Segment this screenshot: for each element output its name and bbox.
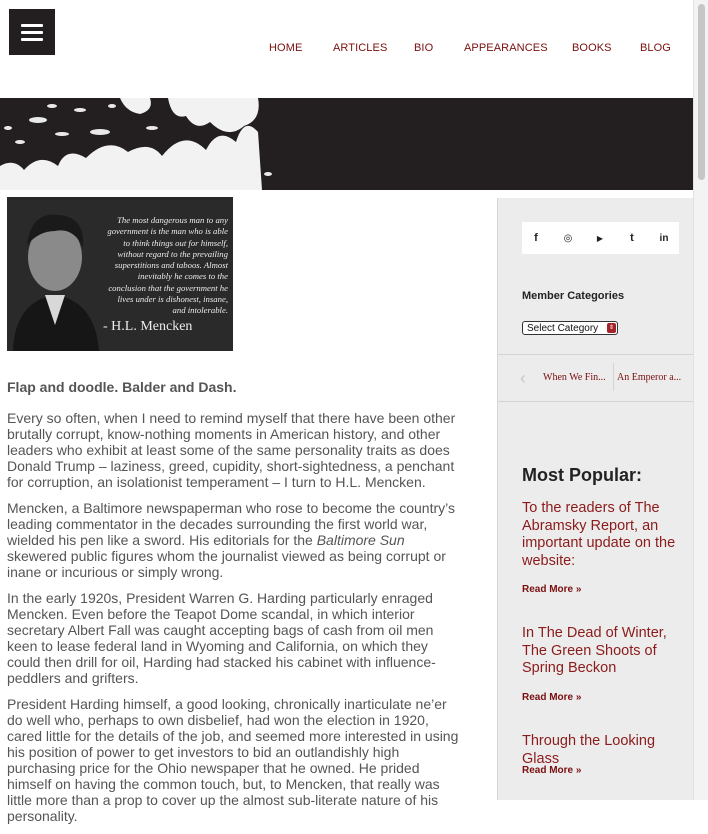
instagram-icon[interactable]: ◎: [563, 232, 573, 244]
read-more-link-1[interactable]: Read More »: [522, 584, 582, 595]
slider-post-1[interactable]: When We Fin...: [543, 372, 606, 383]
baltimore-sun-title: Baltimore Sun: [316, 532, 405, 548]
scrollbar-thumb[interactable]: [698, 4, 705, 180]
article-paragraph-1: Every so often, when I need to remind myself that there have been other brutally corrupt, know-nothing moments in American history, and other leaders who exhibit at least some of the same personality traits as does Donald Trump – laziness, greed, cupidity, short-sightedness, a penchant for corruption, an isolationist temperament – I turn to H.L. Mencken.: [7, 410, 456, 490]
paragraph-2-before: Mencken, a Baltimore newspaperman who rose to become the country’s leading commentator in the decades surrounding the first world war, wielded his pen like a sword. His editorials for the: [7, 500, 455, 548]
category-select[interactable]: [522, 321, 618, 335]
nav-articles[interactable]: ARTICLES: [333, 42, 388, 54]
article-paragraph-4: President Harding himself, a good looking, chronically inarticulate ne’er do well who, perhaps to own disbelief, had won the election in 1920, cared little for the details of the job, and seemed more interested in using his position of power to get investors to bid an outlandishly high purchasing price for the Ohio newspaper that he owned. He prided himself on having the common touch, but, to Mencken, that really was little more than a prop to cover up the almost sub-literate nature of his personality.: [7, 696, 459, 824]
most-popular-title: Most Popular:: [522, 465, 642, 485]
main-nav: [0, 42, 694, 56]
popular-post-title-3[interactable]: Through the Looking Glass: [522, 733, 656, 767]
twitter-icon[interactable]: t: [630, 232, 634, 244]
quote-author: - H.L. Mencken: [103, 319, 193, 334]
nav-bio[interactable]: BIO: [414, 42, 434, 54]
quote-text: The most dangerous man to any government is the man who is able to think things out for himself, without regard to the prevailing superstitions and taboos. Almost inevitably he comes to the conclusion that the government he lives under is dishonest, insane, and intolerable.: [107, 215, 228, 316]
chevron-left-icon[interactable]: ‹: [520, 368, 526, 388]
youtube-icon[interactable]: ▶: [596, 233, 604, 243]
linkedin-icon[interactable]: in: [659, 232, 669, 244]
slider-divider: [613, 363, 614, 391]
article-content: [7, 197, 461, 834]
select-arrows-icon: ⇕: [608, 325, 615, 331]
nav-books[interactable]: BOOKS: [572, 42, 612, 54]
read-more-link-3[interactable]: Read More »: [522, 765, 582, 776]
facebook-icon[interactable]: f: [534, 232, 538, 244]
popular-post-title-1[interactable]: To the readers of The Abramsky Report, an important update on the website:: [522, 500, 676, 569]
read-more-link-2[interactable]: Read More »: [522, 692, 582, 703]
sidebar: [497, 198, 695, 800]
member-categories-title: Member Categories: [522, 290, 625, 302]
category-select-value: Select Category: [527, 323, 599, 334]
nav-appearances[interactable]: APPEARANCES: [464, 42, 548, 54]
nav-blog[interactable]: BLOG: [640, 42, 671, 54]
article-subhead: Flap and doodle. Balder and Dash.: [7, 379, 237, 395]
popular-post-title-2[interactable]: In The Dead of Winter, The Green Shoots of Spring Beckon: [522, 625, 667, 676]
nav-home[interactable]: HOME: [269, 42, 303, 54]
paragraph-2-after: skewered public figures whom the journalist viewed as being corrupt or inane or incurious or simply wrong.: [7, 548, 446, 580]
mencken-quote-image: [7, 197, 233, 351]
post-slider: [498, 354, 695, 402]
banner-splatter-graphic: [0, 98, 694, 190]
page-scrollbar[interactable]: [693, 0, 708, 800]
social-links: [522, 222, 679, 254]
article-paragraph-3: In the early 1920s, President Warren G. Harding particularly enraged Mencken. Even before the Teapot Dome scandal, in which interior secretary Albert Fall was caught accepting bags of cash from oil men keen to lease federal land in Wyoming and California, on which they could then drill for oil, Harding had stacked his cabinet with influence-peddlers and grifters.: [7, 590, 436, 686]
article-paragraph-2: [7, 500, 461, 580]
header-banner: [0, 98, 694, 190]
slider-post-2[interactable]: An Emperor a...: [617, 372, 682, 383]
